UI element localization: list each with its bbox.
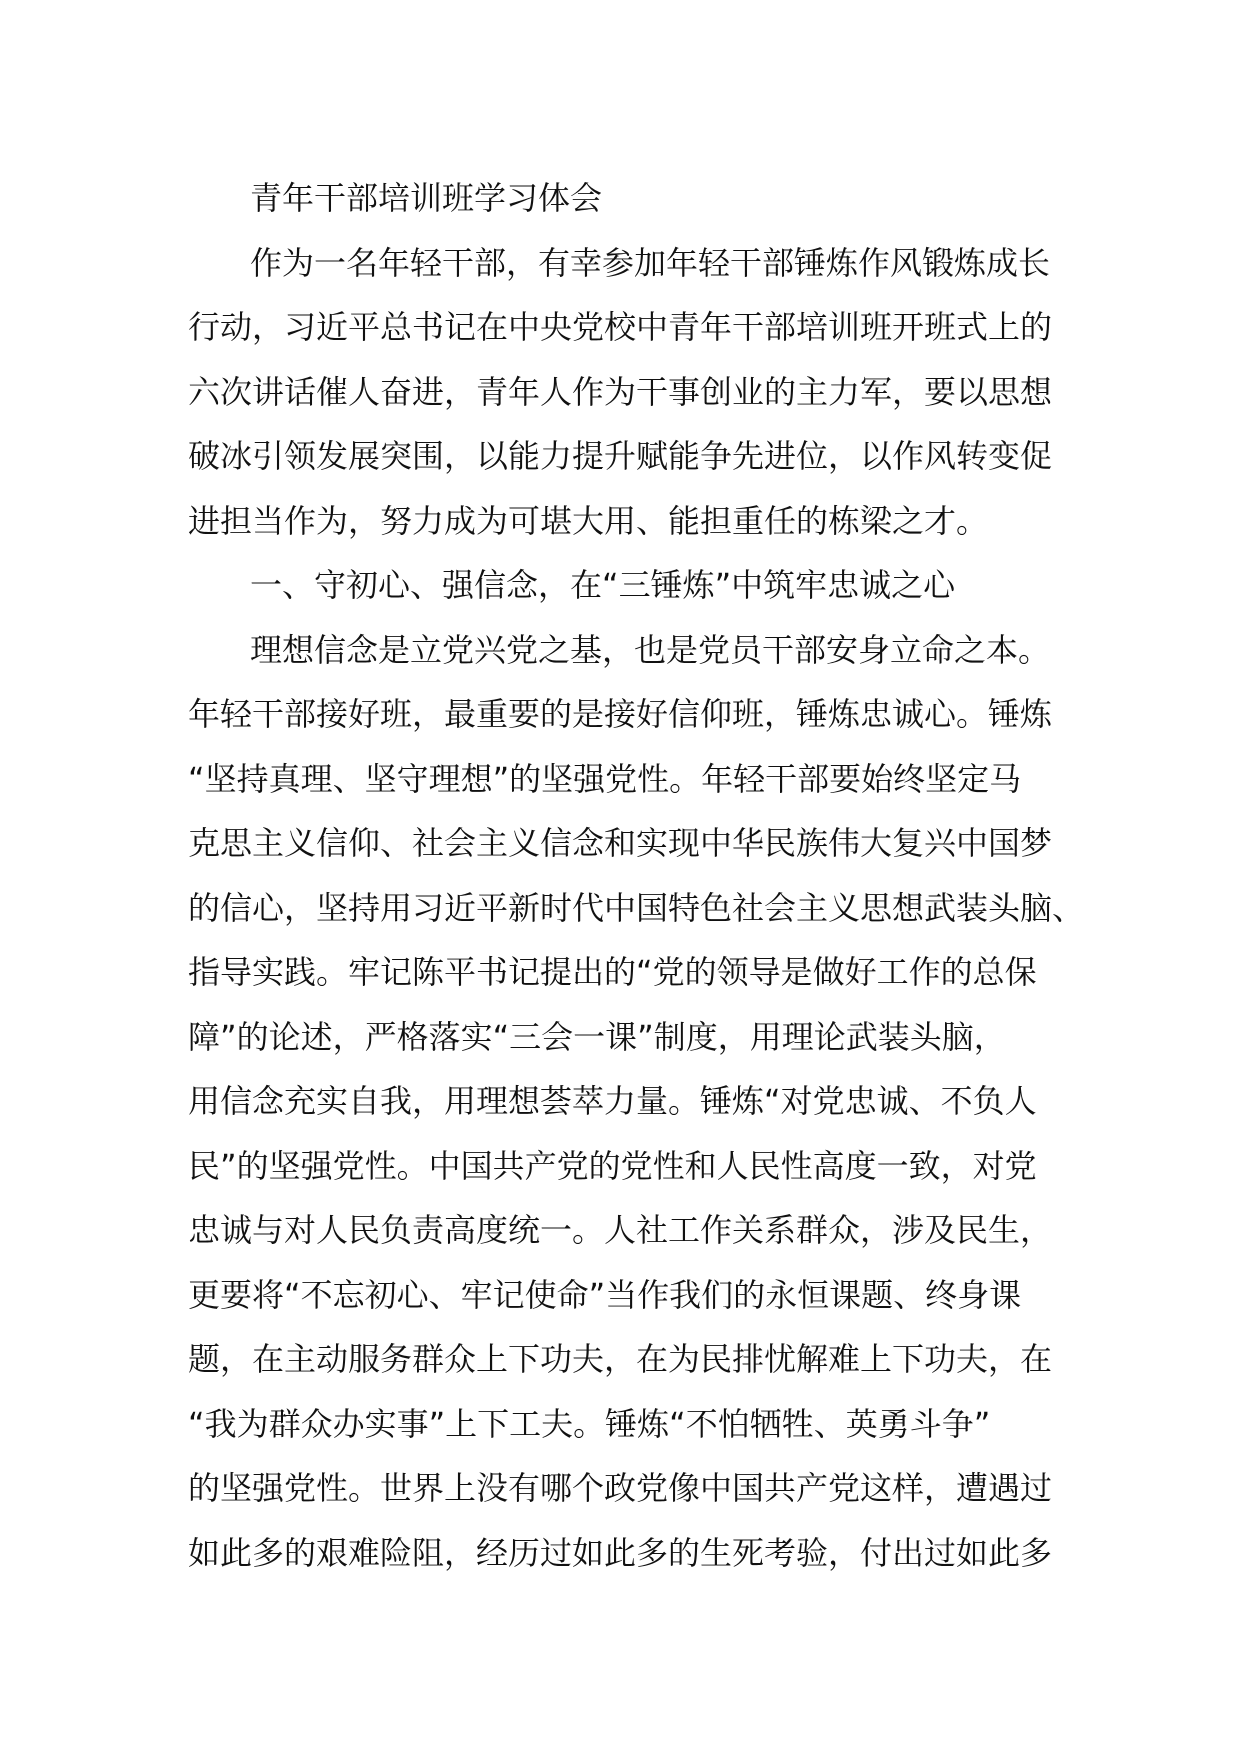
paragraph-2-line-14: 的坚强党性。世界上没有哪个政党像中国共产党这样，遭遇过 <box>188 1469 1053 1507</box>
paragraph-2-line-12: 题，在主动服务群众上下功夫，在为民排忧解难上下功夫，在 <box>188 1340 1053 1378</box>
paragraph-2-line-2: 年轻干部接好班，最重要的是接好信仰班，锤炼忠诚心。锤炼 <box>188 695 1053 733</box>
section-heading-1: 一、守初心、强信念，在“三锤炼”中筑牢忠诚之心 <box>250 566 956 604</box>
paragraph-1-line-1: 作为一名年轻干部，有幸参加年轻干部锤炼作风锻炼成长 <box>250 243 1051 282</box>
paragraph-1-line-5: 进担当作为，努力成为可堪大用、能担重任的栋梁之才。 <box>188 501 989 540</box>
paragraph-2-line-4: 克思主义信仰、社会主义信念和实现中华民族伟大复兴中国梦 <box>188 824 1053 862</box>
paragraph-2-line-5: 的信心，坚持用习近平新时代中国特色社会主义思想武装头脑、 <box>188 888 1085 927</box>
paragraph-1-line-4: 破冰引领发展突围，以能力提升赋能争先进位，以作风转变促 <box>188 437 1053 475</box>
paragraph-1-line-3: 六次讲话催人奋进，青年人作为干事创业的主力军，要以思想 <box>188 372 1053 411</box>
paragraph-2-line-9: 民”的坚强党性。中国共产党的党性和人民性高度一致，对党 <box>188 1146 1037 1185</box>
paragraph-2-line-10: 忠诚与对人民负责高度统一。人社工作关系群众，涉及民生， <box>188 1211 1053 1249</box>
paragraph-2-line-8: 用信念充实自我，用理想荟萃力量。锤炼“对党忠诚、不负人 <box>188 1082 1037 1120</box>
paragraph-2-line-15: 如此多的艰难险阻，经历过如此多的生死考验，付出过如此多 <box>188 1533 1053 1572</box>
paragraph-2-line-7: 障”的论述，严格落实“三会一课”制度，用理论武装头脑， <box>188 1017 1006 1056</box>
document-title: 青年干部培训班学习体会 <box>250 179 603 217</box>
paragraph-1-line-2: 行动，习近平总书记在中央党校中青年干部培训班开班式上的 <box>188 308 1053 346</box>
paragraph-2-line-13: “我为群众办实事”上下工夫。锤炼“不怕牺牲、英勇斗争” <box>188 1404 991 1443</box>
document-body <box>188 166 1085 1585</box>
paragraph-2-line-3: “坚持真理、坚守理想”的坚强党性。年轻干部要始终坚定马 <box>188 759 1022 798</box>
paragraph-2-line-1: 理想信念是立党兴党之基，也是党员干部安身立命之本。 <box>250 630 1051 669</box>
paragraph-2-line-11: 更要将“不忘初心、牢记使命”当作我们的永恒课题、终身课 <box>188 1275 1022 1314</box>
paragraph-2-line-6: 指导实践。牢记陈平书记提出的“党的领导是做好工作的总保 <box>188 953 1037 991</box>
